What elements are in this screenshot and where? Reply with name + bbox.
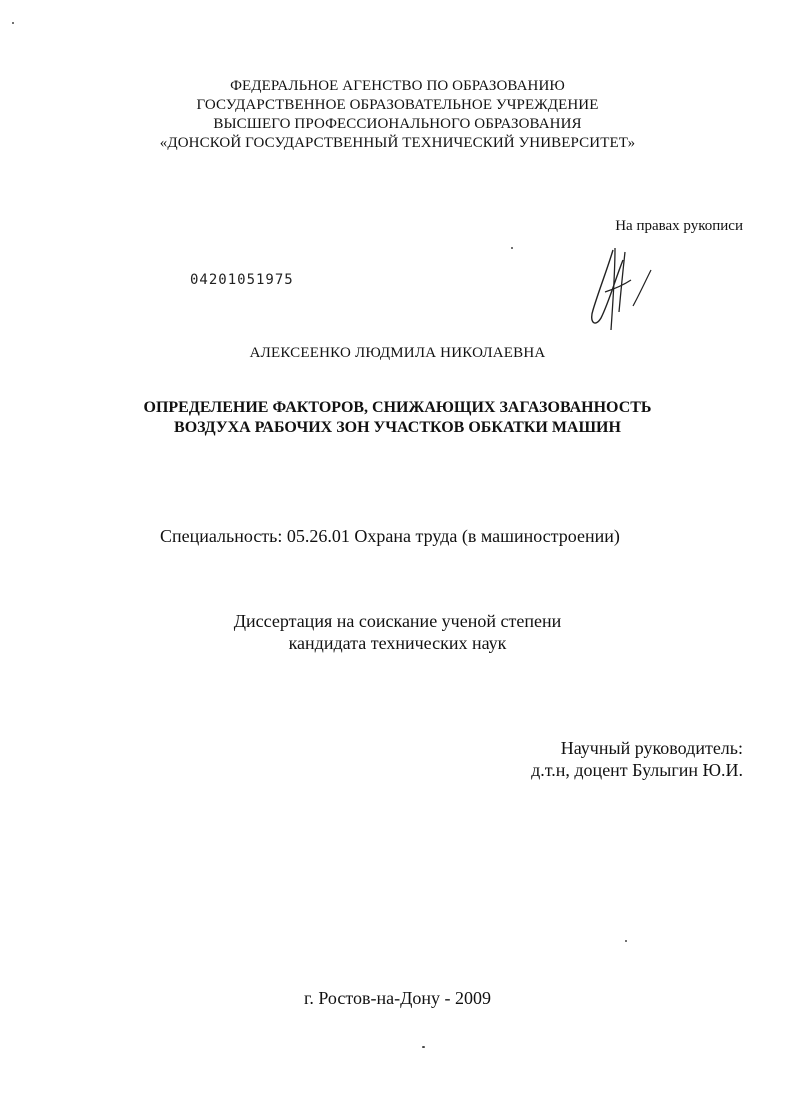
scan-speck <box>511 247 513 249</box>
dissertation-title <box>0 398 795 438</box>
institution-header <box>0 77 795 153</box>
supervisor-name: д.т.н, доцент Булыгин Ю.И. <box>531 760 743 780</box>
header-line-3: ВЫСШЕГО ПРОФЕССИОНАЛЬНОГО ОБРАЗОВАНИЯ <box>213 116 582 132</box>
author-name: АЛЕКСЕЕНКО ЛЮДМИЛА НИКОЛАЕВНА <box>249 345 546 361</box>
supervisor-block <box>531 737 743 781</box>
specialty: Специальность: 05.26.01 Охрана труда (в машиностроении) <box>160 526 620 546</box>
document-number: 04201051975 <box>190 272 294 288</box>
signature-icon <box>585 240 660 335</box>
supervisor-label: Научный руководитель: <box>560 738 743 758</box>
scan-speck <box>625 940 627 942</box>
manuscript-rights: На правах рукописи <box>615 218 743 234</box>
degree-line-2: кандидата технических наук <box>288 633 507 653</box>
scan-speck <box>12 22 14 24</box>
scan-speck <box>422 1046 425 1048</box>
title-line-1: ОПРЕДЕЛЕНИЕ ФАКТОРОВ, СНИЖАЮЩИХ ЗАГАЗОВАННОСТЬ <box>143 399 652 416</box>
header-line-2: ГОСУДАРСТВЕННОЕ ОБРАЗОВАТЕЛЬНОЕ УЧРЕЖДЕНИЕ <box>196 97 599 113</box>
degree-statement <box>0 610 795 654</box>
degree-line-1: Диссертация на соискание ученой степени <box>233 611 562 631</box>
header-line-4: «ДОНСКОЙ ГОСУДАРСТВЕННЫЙ ТЕХНИЧЕСКИЙ УНИВЕРСИТЕТ» <box>159 135 636 151</box>
city-year: г. Ростов-на-Дону - 2009 <box>304 988 491 1008</box>
title-line-2: ВОЗДУХА РАБОЧИХ ЗОН УЧАСТКОВ ОБКАТКИ МАШИН <box>174 419 621 436</box>
header-line-1: ФЕДЕРАЛЬНОЕ АГЕНСТВО ПО ОБРАЗОВАНИЮ <box>230 78 565 94</box>
